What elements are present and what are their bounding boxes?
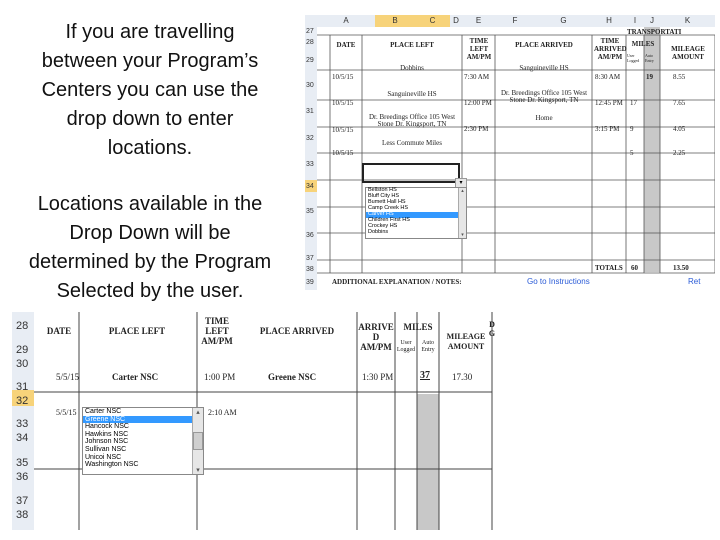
top-spreadsheet-screenshot (305, 15, 715, 290)
row-number[interactable]: 38 (306, 266, 314, 273)
row-number[interactable]: 34 (16, 432, 29, 444)
row-number[interactable]: 37 (306, 255, 314, 262)
text-line: Locations available in the (37, 193, 263, 215)
row-number[interactable]: 33 (306, 161, 314, 168)
header-place-arrived: PLACE ARRIVED (259, 326, 335, 336)
header-place-left: PLACE LEFT (390, 41, 434, 49)
cell-place-arrived[interactable]: Dr. Breedings Office 105 West Stone Dr. Kingsport, TN (500, 89, 588, 104)
row-number[interactable]: 37 (16, 495, 29, 507)
cell-date[interactable]: 10/5/15 (332, 126, 354, 134)
column-header[interactable]: D (450, 15, 463, 27)
dropdown-option-selected[interactable]: Greene NSC (83, 416, 203, 424)
row-number[interactable]: 31 (306, 108, 314, 115)
cell-amount[interactable]: 8.55 (673, 73, 686, 81)
scroll-down-icon[interactable]: ▾ (461, 232, 464, 238)
column-header[interactable]: B (375, 15, 416, 27)
row-number[interactable]: 33 (16, 418, 29, 430)
cell-amount[interactable]: 7.65 (673, 99, 686, 107)
header-miles: MILES (403, 322, 433, 332)
row-number[interactable]: 29 (16, 344, 29, 356)
column-header[interactable]: C (415, 15, 451, 27)
bottom-spreadsheet-screenshot (12, 312, 498, 530)
cell-amount[interactable]: 17.30 (452, 372, 473, 382)
column-header[interactable]: K (660, 15, 715, 27)
dropdown-scrollbar[interactable] (458, 188, 466, 238)
header-miles: MILES (631, 40, 655, 48)
row-number[interactable]: 27 (306, 28, 314, 35)
column-header[interactable]: J (644, 15, 661, 27)
cell-amount[interactable]: 2.25 (673, 149, 686, 157)
cell-amount[interactable]: 4.05 (673, 125, 686, 133)
totals-amount: 13.50 (673, 264, 689, 272)
dropdown-option[interactable]: Carter NSC (85, 408, 122, 415)
totals-label: TOTALS (595, 264, 623, 272)
header-time-left: TIME LEFT AM/PM (466, 37, 492, 61)
row-number[interactable]: 32 (306, 135, 314, 142)
header-miles-auto: Auto Entry (421, 340, 435, 353)
header-time-arrived: ARRIVE D AM/PM (358, 322, 394, 352)
top-location-dropdown-list[interactable] (365, 187, 467, 239)
header-miles-user: User Logged (627, 53, 640, 63)
row-number[interactable]: 36 (16, 471, 29, 483)
scroll-up-icon[interactable]: ▴ (461, 188, 464, 194)
dropdown-option-selected[interactable]: Carver HS (366, 212, 466, 218)
cell-time-arrived[interactable]: 8:30 AM (595, 73, 621, 81)
row-number[interactable]: 39 (306, 279, 314, 286)
header-place-arrived: PLACE ARRIVED (515, 41, 573, 49)
totals-miles: 60 (631, 264, 638, 272)
row-number[interactable]: 28 (16, 320, 29, 332)
bottom-location-dropdown-list[interactable] (82, 407, 204, 475)
row-number[interactable]: 30 (16, 358, 29, 370)
dropdown-option[interactable]: Dobbins (368, 229, 389, 235)
header-time-arrived: TIME ARRIVED AM/PM (594, 37, 627, 61)
row-number[interactable]: 30 (306, 82, 314, 89)
column-header[interactable]: I (626, 15, 645, 27)
header-miles-user: User Logged (396, 340, 416, 353)
header-time-left: TIME LEFT AM/PM (201, 316, 233, 346)
column-header[interactable]: A (317, 15, 376, 27)
column-header[interactable]: H (592, 15, 627, 27)
dropdown-option[interactable]: Hancock NSC (85, 423, 129, 431)
cell-time-arrived[interactable]: 12:45 PM (595, 99, 623, 107)
cell-time-left[interactable]: 2:10 AM (208, 408, 237, 417)
cell-date[interactable]: 10/5/15 (332, 149, 354, 157)
header-date: DATE (46, 326, 72, 336)
cell-time-left[interactable]: 12:00 PM (464, 99, 492, 107)
cell-time-left[interactable]: 2:30 PM (464, 125, 489, 133)
dropdown-option[interactable]: Sullivan NSC (85, 445, 127, 453)
dropdown-scrollbar[interactable] (192, 408, 203, 474)
cell-time-left[interactable]: 7:30 AM (464, 73, 490, 81)
cell-date[interactable]: 10/5/15 (332, 73, 354, 81)
cell-place-left[interactable]: Dobbins (400, 64, 424, 72)
cell-time-left[interactable]: 1:00 PM (204, 372, 236, 382)
text-line: locations. (107, 137, 193, 159)
cell-time-arrived[interactable]: 3:15 PM (595, 125, 620, 133)
cell-place-left[interactable]: Sanguineville HS (387, 90, 437, 98)
text-line: between your Program’s (41, 50, 259, 72)
text-line: Drop Down will be (69, 222, 231, 244)
cell-place-left[interactable]: Dr. Breedings Office 105 West Stone Dr. Kingsport, TN (368, 113, 456, 128)
column-header[interactable]: F (495, 15, 536, 27)
dropdown-option[interactable]: Hawkins NSC (85, 430, 129, 438)
cell-miles-user[interactable]: 17 (630, 99, 637, 107)
scroll-down-icon[interactable]: ▾ (196, 467, 200, 474)
cell-date[interactable]: 10/5/15 (332, 99, 354, 107)
cell-place-arrived[interactable]: Sanguineville HS (519, 64, 569, 72)
notes-label: ADDITIONAL EXPLANATION / NOTES: (332, 278, 462, 286)
text-line: Centers you can use the (41, 79, 259, 101)
active-cell[interactable] (362, 163, 460, 183)
cell-miles-user[interactable]: 5 (630, 149, 634, 157)
row-number[interactable]: 32 (16, 395, 29, 407)
cell-time-arrived[interactable]: 1:30 PM (362, 372, 394, 382)
header-side-cut: D G (488, 320, 496, 338)
cell-place-arrived[interactable]: Greene NSC (268, 372, 317, 382)
row-number[interactable]: 35 (16, 457, 29, 469)
dropdown-option[interactable]: Washington NSC (85, 461, 139, 469)
text-line: If you are travelling (65, 21, 235, 43)
row-number[interactable]: 34 (306, 183, 314, 190)
header-mileage-amount: MILEAGE AMOUNT (446, 332, 486, 351)
cell-place-arrived[interactable]: Home (535, 114, 553, 122)
row-number[interactable]: 36 (306, 232, 314, 239)
header-place-left: PLACE LEFT (108, 326, 166, 336)
dropdown-option[interactable]: Children First HS (368, 217, 410, 223)
cell-date[interactable]: 5/5/15 (56, 372, 80, 382)
header-date: DATE (336, 41, 356, 49)
row-number[interactable]: 35 (306, 208, 314, 215)
dropdown-option[interactable]: Camp Creek HS (368, 205, 409, 211)
dropdown-arrow-icon[interactable]: ▾ (455, 178, 467, 189)
cell-miles-auto[interactable]: 19 (646, 73, 653, 81)
row-number[interactable]: 28 (306, 39, 314, 46)
go-to-instructions-link[interactable]: Go to Instructions (527, 277, 590, 286)
header-transportation: TRANSPORTATI (627, 28, 682, 36)
dropdown-option[interactable]: Bumett Hall HS (368, 199, 406, 205)
row-number[interactable]: 38 (16, 509, 29, 521)
cell-date[interactable]: 5/5/15 (56, 408, 77, 417)
dropdown-option[interactable]: Bluff City HS (368, 193, 400, 199)
text-line: determined by the Program (28, 251, 272, 273)
cell-place-left[interactable]: Less Commute Miles (382, 139, 442, 147)
dropdown-option[interactable]: Bellston HS (368, 187, 397, 193)
row-number[interactable]: 29 (306, 57, 314, 64)
dropdown-option[interactable]: Unicoi NSC (85, 453, 122, 461)
column-header[interactable]: E (462, 15, 496, 27)
dropdown-option[interactable]: Johnson NSC (85, 438, 129, 446)
text-line: Selected by the user. (56, 280, 244, 302)
cell-miles-user[interactable]: 9 (630, 125, 634, 133)
scroll-thumb[interactable] (193, 432, 203, 450)
column-header[interactable]: G (535, 15, 593, 27)
cell-miles-auto[interactable]: 37 (420, 370, 430, 381)
header-mileage-amount: MILEAGE AMOUNT (671, 45, 705, 61)
return-link[interactable]: Ret (688, 277, 701, 286)
cell-place-left[interactable]: Carter NSC (112, 372, 159, 382)
header-miles-auto: Auto Entry (645, 53, 654, 63)
text-line: drop down to enter (66, 108, 234, 130)
dropdown-option[interactable]: Crockey HS (368, 223, 398, 229)
scroll-up-icon[interactable]: ▴ (196, 409, 200, 416)
row-number[interactable]: 31 (16, 381, 29, 393)
